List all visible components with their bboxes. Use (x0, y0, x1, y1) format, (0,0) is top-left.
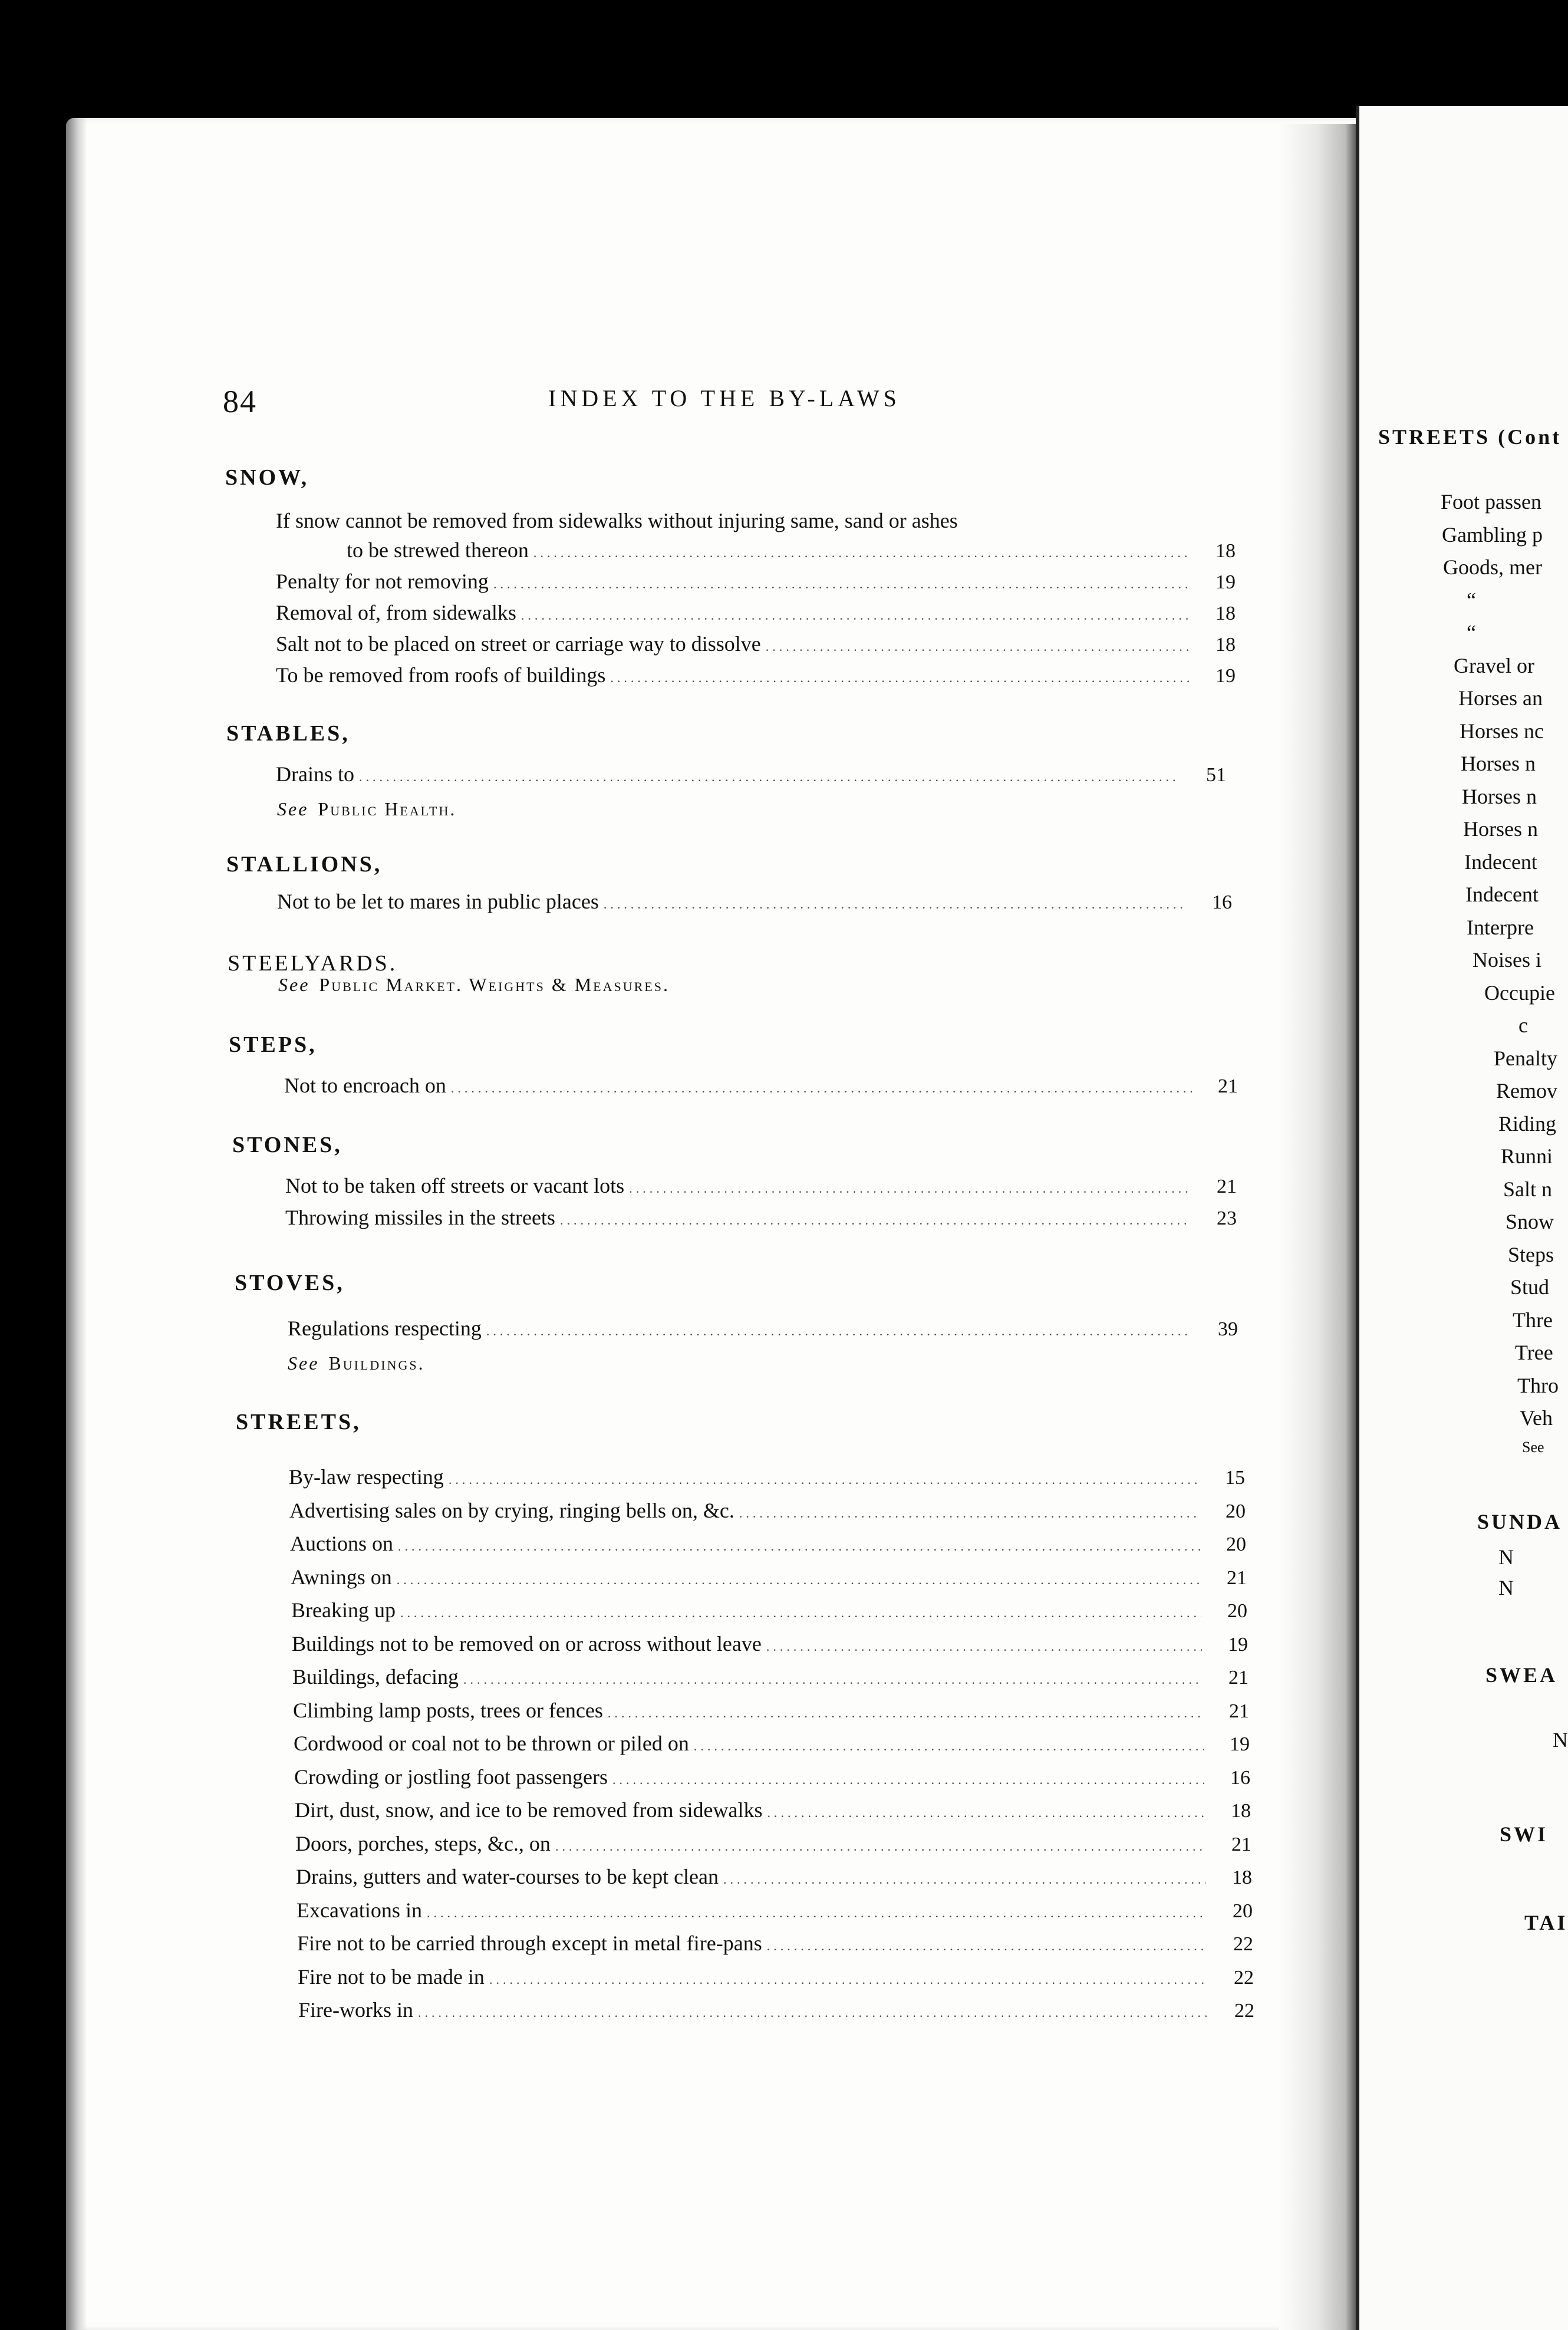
heading-stones: STONES, (232, 1133, 342, 1157)
right-page-heading-fragment: N (1553, 1728, 1568, 1752)
right-page-item: Gambling p (1442, 522, 1543, 547)
entry-page: 18 (1215, 634, 1236, 656)
entry-text: Drains, gutters and water-courses to be kept clean (296, 1865, 719, 1888)
index-entry (276, 569, 1236, 600)
entry-text: Doors, porches, steps, &c., on (295, 1831, 551, 1855)
entry-text: Not to be let to mares in public places (277, 890, 599, 913)
right-page-item: Riding (1498, 1111, 1557, 1136)
entry-page: 19 (1230, 1733, 1250, 1755)
entry-page: 16 (1230, 1766, 1250, 1789)
right-page-item: Runni (1501, 1144, 1553, 1168)
entry-page: 20 (1226, 1533, 1246, 1555)
right-page-heading-fragment: SWI (1500, 1822, 1549, 1846)
right-page-heading-fragment: SUNDA (1477, 1510, 1563, 1533)
entry-page: 18 (1215, 540, 1236, 562)
entry-text: Auctions on (290, 1532, 393, 1555)
index-entry (289, 1465, 1245, 1495)
entry-text: Cordwood or coal not to be thrown or piled on (294, 1732, 689, 1755)
right-page-item: Tree (1515, 1341, 1553, 1364)
heading-snow: SNOW, (225, 465, 309, 490)
right-page (1356, 106, 1568, 2330)
index-entry (347, 538, 1236, 568)
index-entry (291, 1565, 1247, 1595)
running-head: INDEX TO THE BY-LAWS (548, 385, 901, 412)
index-entry (276, 631, 1236, 662)
entry-page: 19 (1215, 665, 1236, 687)
entry-page: 21 (1227, 1567, 1247, 1589)
right-page-item: Horses n (1463, 817, 1538, 841)
index-entry (277, 889, 1232, 920)
index-entry (295, 1831, 1251, 1862)
right-page-item: Veh (1520, 1406, 1553, 1430)
right-page-item: See (1522, 1438, 1544, 1456)
entry-text: Climbing lamp posts, trees or fences (293, 1698, 603, 1722)
right-page-item: c (1518, 1013, 1528, 1037)
right-page-item: Salt n (1503, 1177, 1553, 1201)
entry-text: to be strewed thereon (347, 538, 529, 562)
right-page-item: Horses n (1462, 784, 1537, 808)
entry-text: Not to be taken off streets or vacant lots (285, 1174, 625, 1197)
see-reference (288, 1352, 425, 1374)
heading-stoves: STOVES, (235, 1271, 345, 1295)
right-page-item: Horses nc (1460, 719, 1544, 743)
entry-page: 20 (1233, 1900, 1253, 1922)
right-page-heading-fragment: N (1498, 1545, 1514, 1569)
entry-text: Crowding or jostling foot passengers (294, 1765, 608, 1789)
entry-text: Dirt, dust, snow, and ice to be removed from sidewalks (295, 1798, 763, 1822)
index-entry (276, 600, 1236, 631)
index-entry (294, 1765, 1250, 1795)
entry-page: 21 (1231, 1833, 1251, 1855)
entry-page: 23 (1217, 1207, 1237, 1229)
right-page-item: “ (1467, 588, 1476, 612)
entry-page: 19 (1228, 1633, 1248, 1656)
heading-stables: STABLES, (226, 721, 350, 746)
see-reference (278, 974, 670, 996)
entry-text: Fire not to be carried through except in metal fire-pans (297, 1931, 762, 1955)
entry-text: Advertising sales on by crying, ringing bells on, &c. (289, 1498, 734, 1522)
entry-page: 18 (1232, 1867, 1252, 1888)
entry-text: By-law respecting (289, 1465, 444, 1489)
entry-page: 20 (1227, 1600, 1247, 1622)
entry-page: 21 (1228, 1667, 1249, 1689)
entry-text: Drains to (276, 762, 354, 786)
heading-streets: STREETS, (236, 1410, 361, 1434)
index-entry (298, 1964, 1254, 1995)
right-page-item: “ (1467, 621, 1476, 644)
index-entry (285, 1173, 1237, 1204)
right-page-item: Interpre (1467, 915, 1534, 939)
heading-steps: STEPS, (229, 1032, 317, 1057)
entry-page: 51 (1206, 764, 1226, 786)
see-reference (277, 798, 456, 820)
right-page-item: Remov (1496, 1079, 1557, 1103)
right-page-item: Horses n (1461, 752, 1536, 775)
right-page-item: Thro (1517, 1373, 1559, 1397)
entry-text: Throwing missiles in the streets (285, 1206, 555, 1229)
entry-page: 19 (1215, 571, 1236, 593)
index-entry (288, 1316, 1238, 1347)
entry-text: Buildings not to be removed on or across without leave (292, 1631, 762, 1656)
index-entry (292, 1664, 1249, 1695)
entry-page: 15 (1225, 1467, 1245, 1489)
book-gutter (1279, 124, 1362, 2330)
right-page-item: Thre (1513, 1308, 1553, 1332)
entry-text: Awnings on (291, 1565, 392, 1589)
right-page-heading-fragment: TAI (1524, 1911, 1568, 1934)
index-entry (293, 1698, 1249, 1729)
entry-text: Buildings, defacing (292, 1665, 459, 1689)
index-entry (276, 762, 1226, 792)
index-entry (298, 1997, 1254, 2028)
entry-text: Regulations respecting (288, 1317, 482, 1340)
entry-text: Breaking up (291, 1598, 396, 1622)
heading-stallions: STALLIONS, (226, 852, 383, 877)
see-label: See (278, 974, 310, 995)
heading-steelyards: STEELYARDS. (228, 951, 398, 976)
entry-page: 21 (1218, 1075, 1238, 1097)
entry-text: Fire-works in (298, 1998, 413, 2022)
entry-text: Penalty for not removing (276, 570, 489, 593)
right-page-item: Indecent (1464, 850, 1537, 874)
right-page-item: Penalty (1494, 1046, 1557, 1070)
entry-text: Fire not to be made in (298, 1964, 485, 1989)
right-page-item: Steps (1508, 1242, 1554, 1266)
right-page-item: Goods, mer (1443, 555, 1542, 579)
entry-page: 39 (1218, 1318, 1238, 1340)
right-page-item: Occupie (1484, 980, 1555, 1005)
right-page-item: Stud (1510, 1275, 1550, 1299)
index-entry (297, 1898, 1253, 1928)
right-page-item: Horses an (1458, 686, 1543, 710)
entry-page: 22 (1233, 1933, 1253, 1955)
entry-text: Removal of, from sidewalks (276, 601, 516, 624)
right-page-heading: STREETS (Cont (1378, 425, 1562, 449)
right-page-heading-fragment: N (1498, 1576, 1514, 1600)
index-entry (294, 1731, 1250, 1762)
see-refs: Buildings. (328, 1352, 425, 1374)
entry-text: To be removed from roofs of buildings (276, 663, 606, 687)
see-refs: Public Market. Weights & Measures. (319, 974, 670, 995)
index-entry (285, 1205, 1237, 1236)
see-label: See (288, 1352, 319, 1374)
entry-page: 18 (1231, 1800, 1251, 1822)
index-entry (292, 1631, 1248, 1662)
right-page-item: Foot passen (1441, 490, 1541, 514)
index-entry (296, 1864, 1252, 1895)
entry-page: 18 (1215, 603, 1236, 624)
see-label: See (277, 798, 309, 820)
entry-page: 21 (1229, 1700, 1249, 1722)
right-page-item: Noises i (1473, 948, 1541, 972)
right-page-item: Indecent (1465, 883, 1539, 906)
index-entry (295, 1798, 1251, 1828)
page-number: 84 (223, 384, 257, 419)
entry-page: 21 (1217, 1176, 1237, 1197)
index-entry (297, 1931, 1253, 1962)
entry-text: Excavations in (297, 1898, 422, 1922)
entry-text: Not to encroach on (284, 1074, 446, 1097)
entry-text: Salt not to be placed on street or carriage way to dissolve (276, 632, 761, 656)
entry-page: 22 (1234, 1966, 1254, 1989)
entry-page: 16 (1212, 891, 1232, 913)
entry-text: If snow cannot be removed from sidewalks without injuring same, sand or ashes (276, 509, 958, 532)
right-page-item: Snow (1506, 1210, 1554, 1233)
index-entry (276, 663, 1236, 693)
index-entry (289, 1498, 1246, 1529)
right-page-item: Gravel or (1454, 653, 1534, 677)
index-entry (284, 1073, 1238, 1104)
entry-page: 20 (1226, 1500, 1246, 1522)
index-entry (290, 1531, 1246, 1562)
index-entry (291, 1598, 1247, 1628)
right-page-heading-fragment: SWEA (1485, 1663, 1558, 1687)
see-refs: Public Health. (318, 798, 457, 820)
entry-page: 22 (1234, 2000, 1254, 2022)
